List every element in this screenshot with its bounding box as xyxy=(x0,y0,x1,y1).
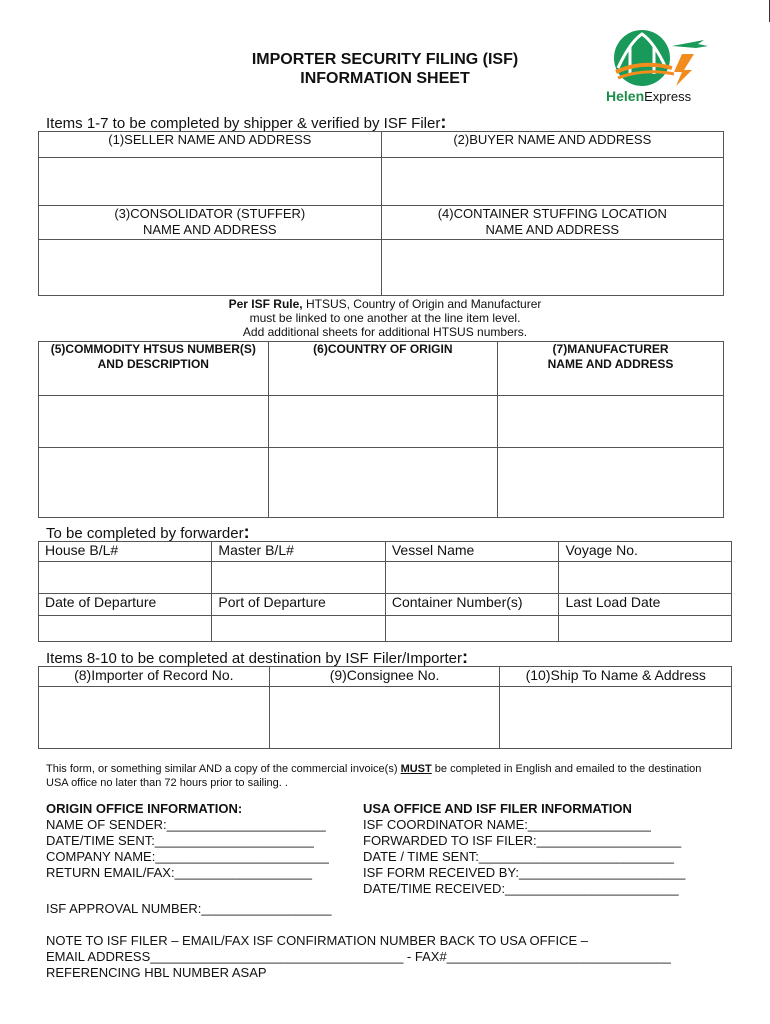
forwarder-heading: To be completed by forwarder: xyxy=(46,522,250,542)
master-bl-label: Master B/L# xyxy=(212,542,385,562)
date-time-received-line[interactable]: DATE/TIME RECEIVED:________________________ xyxy=(363,881,679,896)
commodity-field-row1[interactable] xyxy=(39,396,269,448)
departure-date-label: Date of Departure xyxy=(39,594,212,616)
voyage-no-label: Voyage No. xyxy=(559,542,732,562)
house-bl-label: House B/L# xyxy=(39,542,212,562)
commodity-header: (5)COMMODITY HTSUS NUMBER(S) AND DESCRIPTION xyxy=(39,342,269,396)
section1-heading: Items 1-7 to be completed by shipper & verified by ISF Filer: xyxy=(46,112,447,132)
seller-field[interactable] xyxy=(39,158,382,206)
consolidator-field[interactable] xyxy=(39,240,382,296)
forwarded-to-filer-line[interactable]: FORWARDED TO ISF FILER:____________________ xyxy=(363,833,682,848)
date-time-sent-line[interactable]: DATE/TIME SENT:______________________ xyxy=(46,833,314,848)
email-fax-line[interactable]: EMAIL ADDRESS___________________________________ - FAX#_______________________________ xyxy=(46,949,671,964)
page-title: IMPORTER SECURITY FILING (ISF) xyxy=(251,51,519,68)
submission-notice: This form, or something similar AND a copy of the commercial invoice(s) MUST be completed in English and emailed to the destination USA office no later than 72 hours prior to sailing. . xyxy=(46,763,702,789)
country-field-row2[interactable] xyxy=(268,448,497,518)
isf-coordinator-line[interactable]: ISF COORDINATOR NAME:_________________ xyxy=(363,817,651,832)
manufacturer-header: (7)MANUFACTURER NAME AND ADDRESS xyxy=(498,342,724,396)
stuffing-location-header: (4)CONTAINER STUFFING LOCATION NAME AND ADDRESS xyxy=(381,206,723,240)
stuffing-location-field[interactable] xyxy=(381,240,723,296)
company-logo xyxy=(600,24,710,108)
container-number-field[interactable] xyxy=(385,616,559,642)
manufacturer-field-row1[interactable] xyxy=(498,396,724,448)
buyer-header: (2)BUYER NAME AND ADDRESS xyxy=(381,132,723,158)
destination-table xyxy=(38,666,732,749)
page-subtitle: INFORMATION SHEET xyxy=(300,70,470,87)
filer-footer-note: NOTE TO ISF FILER – EMAIL/FAX ISF CONFIRMATION NUMBER BACK TO USA OFFICE – EMAIL ADDRESS___________________________________ - FAX#_______________________________ REFERENCING HBL NUMBER ASAP xyxy=(46,933,746,981)
ship-to-header: (10)Ship To Name & Address xyxy=(500,667,732,687)
consignee-field[interactable] xyxy=(269,687,500,749)
logo-wordmark: HelenExpress xyxy=(606,88,692,104)
voyage-no-field[interactable] xyxy=(559,562,732,594)
country-field-row1[interactable] xyxy=(268,396,497,448)
return-email-line[interactable]: RETURN EMAIL/FAX:___________________ xyxy=(46,865,312,880)
manufacturer-field-row2[interactable] xyxy=(498,448,724,518)
vessel-name-field[interactable] xyxy=(385,562,559,594)
commodity-field-row2[interactable] xyxy=(39,448,269,518)
importer-record-header: (8)Importer of Record No. xyxy=(39,667,270,687)
company-name-line[interactable]: COMPANY NAME:________________________ xyxy=(46,849,329,864)
buyer-field[interactable] xyxy=(381,158,723,206)
sender-name-line[interactable]: NAME OF SENDER:______________________ xyxy=(46,817,326,832)
ship-to-field[interactable] xyxy=(500,687,732,749)
master-bl-field[interactable] xyxy=(212,562,385,594)
departure-port-label: Port of Departure xyxy=(212,594,385,616)
country-origin-header: (6)COUNTRY OF ORIGIN xyxy=(268,342,497,396)
usa-office-info xyxy=(363,801,743,897)
departure-port-field[interactable] xyxy=(212,616,385,642)
usa-office-heading: USA OFFICE AND ISF FILER INFORMATION xyxy=(363,801,632,816)
shipper-table xyxy=(38,131,724,296)
seller-header: (1)SELLER NAME AND ADDRESS xyxy=(39,132,382,158)
destination-heading: Items 8-10 to be completed at destination by ISF Filer/Importer: xyxy=(46,647,469,667)
bridge-logo-icon xyxy=(600,24,710,90)
commodity-table xyxy=(38,341,724,518)
form-received-by-line[interactable]: ISF FORM RECEIVED BY:_______________________ xyxy=(363,865,686,880)
last-load-date-label: Last Load Date xyxy=(559,594,732,616)
usa-date-time-sent-line[interactable]: DATE / TIME SENT:___________________________ xyxy=(363,849,675,864)
origin-office-info xyxy=(46,801,366,881)
house-bl-field[interactable] xyxy=(39,562,212,594)
last-load-date-field[interactable] xyxy=(559,616,732,642)
origin-office-heading: ORIGIN OFFICE INFORMATION: xyxy=(46,801,243,816)
consolidator-header: (3)CONSOLIDATOR (STUFFER) NAME AND ADDRESS xyxy=(39,206,382,240)
container-number-label: Container Number(s) xyxy=(385,594,559,616)
consignee-header: (9)Consignee No. xyxy=(269,667,500,687)
forwarder-table xyxy=(38,541,732,642)
isf-rule-note: Per ISF Rule, HTSUS, Country of Origin and Manufacturer must be linked to one another at the line item level. Add additional sheets for additional HTSUS numbers. xyxy=(228,297,542,339)
vessel-name-label: Vessel Name xyxy=(385,542,559,562)
importer-record-field[interactable] xyxy=(39,687,270,749)
departure-date-field[interactable] xyxy=(39,616,212,642)
isf-approval-number-line[interactable]: ISF APPROVAL NUMBER:__________________ xyxy=(46,901,332,916)
